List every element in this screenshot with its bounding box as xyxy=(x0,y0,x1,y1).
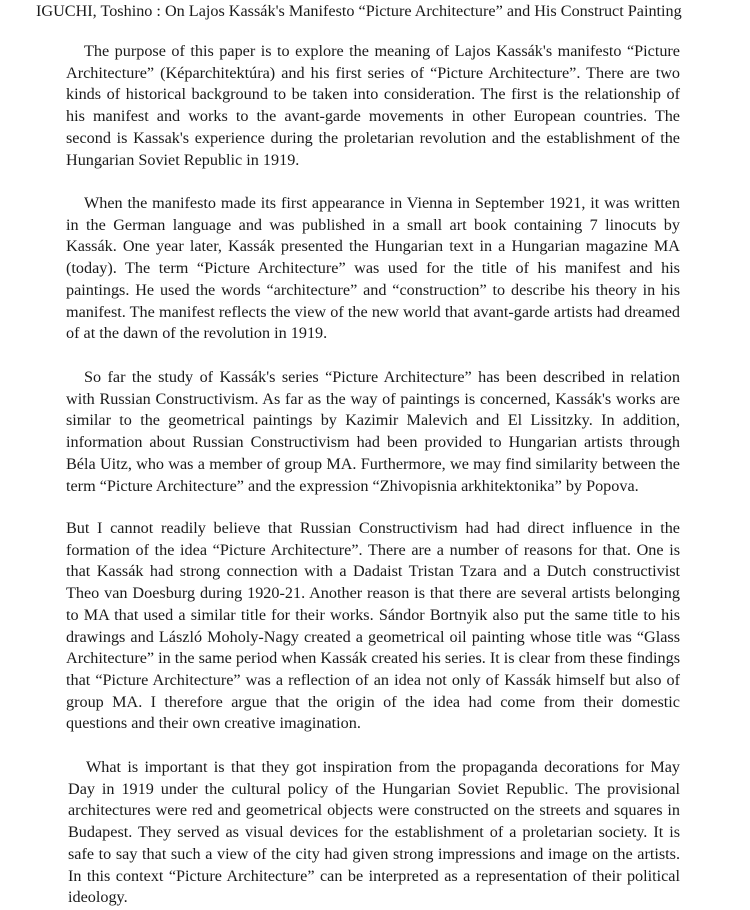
paragraph-vienna-publication: When the manifesto made its first appearance in Vienna in September 1921, it was written in the German language and was published in a small art book containing 7 linocuts by Kassák. One year later, Kassák presented the Hungarian text in a Hungarian magazine MA (today). The term “Picture Architecture” was used for the title of his manifest and his paintings. He used the words “architecture” and “construction” to describe his theory in his manifest. The manifest reflects the view of the new world that avant-garde artists had dreamed of at the dawn of the revolution in 1919. xyxy=(66,194,680,343)
paragraph-russian-constructivism: So far the study of Kassák's series “Picture Architecture” has been described in relation with Russian Constructivism. As far as the way of paintings is concerned, Kassák's works are similar to the geometrical paintings by Kazimir Malevich and El Lissitzky. In addition, information about Russian Constructivism had been provided to Hungarian artists through Béla Uitz, who was a member of group MA. Furthermore, we may find similarity between the term “Picture Architecture” and the expression “Zhivopisnia arkhitektonika” by Popova. xyxy=(66,368,680,495)
paragraph-purpose: The purpose of this paper is to explore the meaning of Lajos Kassák's manifesto “Picture Architecture” (Képarchitektúra) and his first series of “Picture Architecture”. There are two kinds of historical background to be taken into consideration. The first is the relationship of his manifest and works to the avant-garde movements in other European countries. The second is Kassak's experience during the proletarian revolution and the establishment of the Hungarian Soviet Republic in 1919. xyxy=(66,42,680,169)
article-heading: IGUCHI, Toshino : On Lajos Kassák's Manifesto “Picture Architecture” and His Construct Painting xyxy=(36,2,682,20)
paragraph-may-day-decorations: What is important is that they got inspiration from the propaganda decorations for May Day in 1919 under the cultural policy of the Hungarian Soviet Republic. The provisional architectures were red and geometrical objects were constructed on the streets and squares in Budapest. They served as visual devices for the establishment of a proletarian society. It is safe to say that such a view of the city had given strong impressions and image on the artists. In this context “Picture Architecture” can be interpreted as a representation of their political ideology. xyxy=(68,758,680,907)
paragraph-counter-argument: But I cannot readily believe that Russian Constructivism had had direct influence in the formation of the idea “Picture Architecture”. There are a number of reasons for that. One is that Kassák had strong connection with a Dadaist Tristan Tzara and a Dutch constructivist Theo van Doesburg during 1920-21. Another reason is that there are several artists belonging to MA that used a similar title for their works. Sándor Bortnyik also put the same title to his drawings and László Moholy-Nagy created a geometrical oil painting whose title was “Glass Architecture” in the same period when Kassák created his series. It is clear from these findings that “Picture Architecture” was a reflection of an idea not only of Kassák himself but also of group MA. I therefore argue that the origin of the idea had come from their domestic questions and their own creative imagination. xyxy=(66,519,681,733)
